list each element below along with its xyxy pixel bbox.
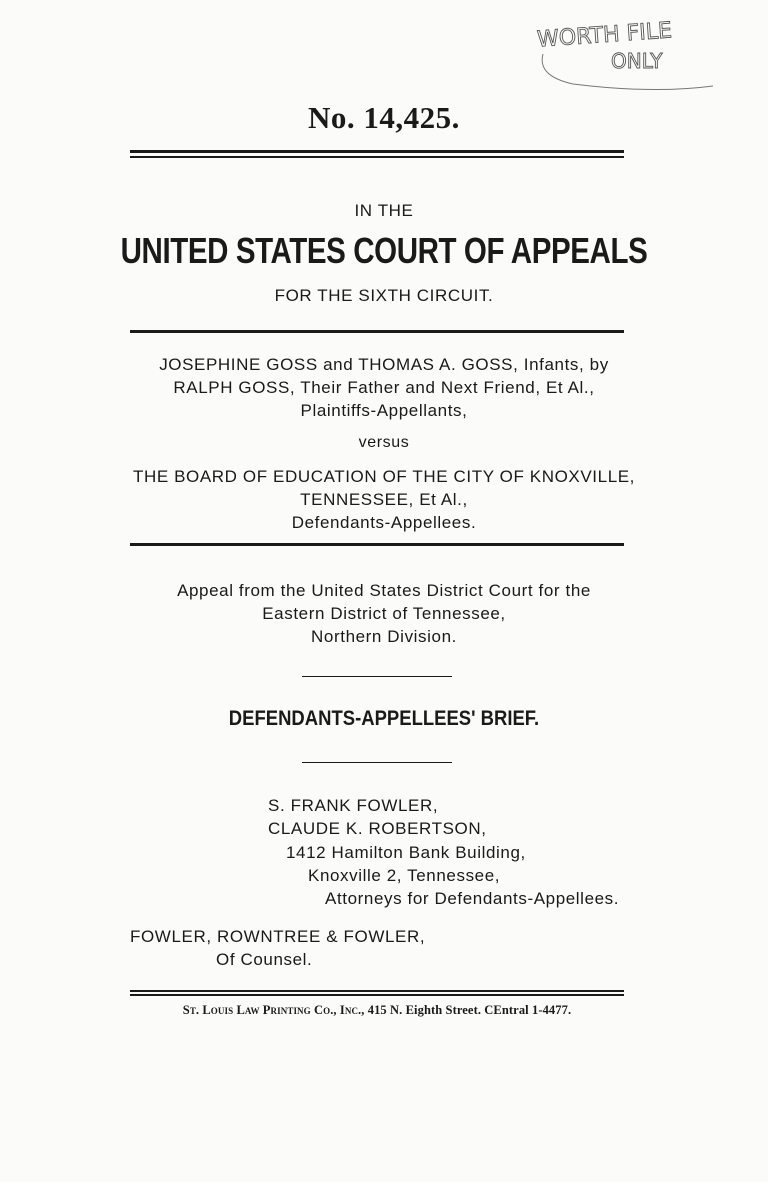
appeal-line-2: Eastern District of Tennessee,: [262, 604, 506, 623]
rule-parties-top: [130, 330, 624, 333]
rule-short-top: [302, 676, 452, 677]
defendants-line-1: THE BOARD OF EDUCATION OF THE CITY OF KNOXVILLE,: [132, 467, 636, 486]
counsel-firm: FOWLER, ROWNTREE & FOWLER,: [130, 927, 426, 946]
handwritten-annotation-drawing: [533, 14, 733, 94]
plaintiffs-role: Plaintiffs-Appellants,: [300, 401, 468, 420]
plaintiffs-line-1: JOSEPHINE GOSS and THOMAS A. GOSS, Infants, by: [159, 355, 609, 374]
counsel-role: Of Counsel.: [216, 950, 313, 969]
versus-label: versus: [358, 434, 410, 451]
appeal-line-1: Appeal from the United States District Court for the: [177, 581, 591, 600]
attorney-role: Attorneys for Defendants-Appellees.: [325, 889, 620, 908]
printer-address: 415 N. Eighth Street.: [367, 1003, 482, 1017]
court-in-the: IN THE: [354, 201, 414, 220]
handwritten-annotation: [533, 14, 733, 94]
rule-footer: [130, 990, 624, 996]
court-circuit: FOR THE SIXTH CIRCUIT.: [274, 286, 494, 305]
defendants-role: Defendants-Appellees.: [291, 513, 477, 532]
rule-short-bottom: [302, 762, 452, 763]
appeal-line-3: Northern Division.: [311, 627, 457, 646]
attorney-address-1: 1412 Hamilton Bank Building,: [286, 843, 526, 862]
attorney-name-1: S. FRANK FOWLER,: [268, 796, 439, 815]
printer-imprint: [130, 1003, 624, 1018]
rule-parties-bottom: [130, 543, 624, 546]
case-number: No. 14,425.: [308, 100, 460, 135]
printer-phone: CEntral 1-4477.: [484, 1003, 572, 1017]
attorney-address-2: Knoxville 2, Tennessee,: [308, 866, 501, 885]
handwritten-line-1: WORTH FILE: [536, 18, 673, 53]
brief-title: DEFENDANTS-APPELLEES' BRIEF.: [228, 707, 540, 730]
court-name: UNITED STATES COURT OF APPEALS: [120, 230, 648, 271]
plaintiffs-line-2: RALPH GOSS, Their Father and Next Friend, Et Al.,: [173, 378, 595, 397]
attorney-name-2: CLAUDE K. ROBERTSON,: [268, 819, 487, 838]
printer-name: St. Louis Law Printing Co., Inc.,: [182, 1003, 365, 1017]
handwritten-line-2: ONLY: [611, 49, 663, 73]
defendants-line-2: TENNESSEE, Et Al.,: [300, 490, 468, 509]
rule-top: [130, 150, 624, 158]
